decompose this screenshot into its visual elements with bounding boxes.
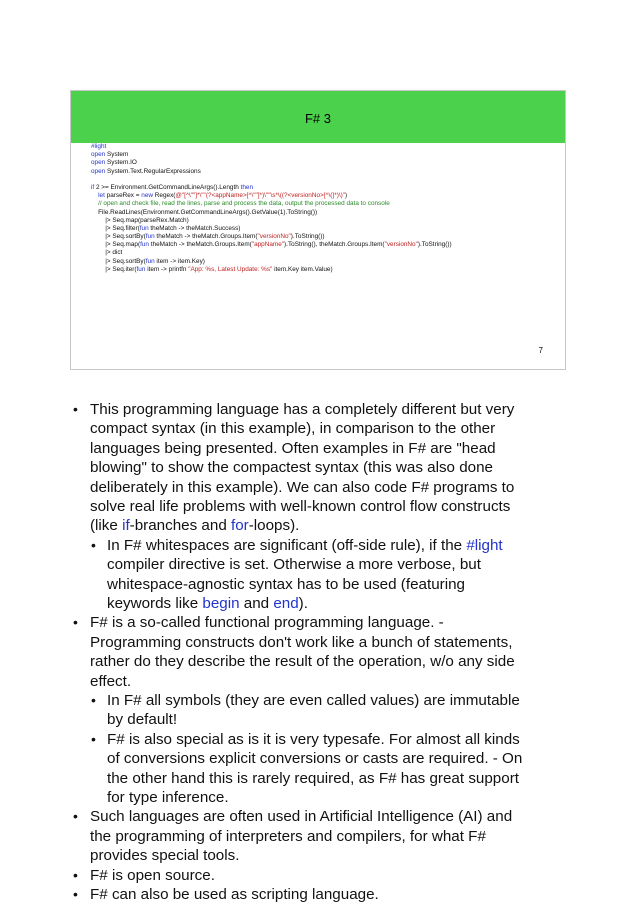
code-token: open bbox=[91, 159, 106, 167]
code-token: "versionNo" bbox=[384, 241, 418, 249]
code-token: open bbox=[91, 167, 106, 175]
notes-line bbox=[107, 536, 503, 555]
notes-line bbox=[90, 613, 444, 632]
bullet-icon: • bbox=[91, 536, 96, 553]
notes-text: ). bbox=[298, 595, 308, 612]
code-token: if bbox=[91, 183, 95, 191]
code-token: "App: %s, Latest Update: %s" bbox=[188, 265, 273, 273]
notes-line bbox=[90, 419, 495, 438]
code-token: ).ToString()) bbox=[417, 241, 452, 249]
code-token: "appName" bbox=[251, 241, 285, 249]
slide-title: F# 3 bbox=[304, 111, 331, 126]
code-token: theMatch -> theMatch.Success) bbox=[148, 224, 241, 232]
notes-text: whitespace-agnostic syntax has to be used (featuring bbox=[107, 575, 465, 593]
notes-line bbox=[90, 478, 514, 497]
notes-line bbox=[90, 866, 215, 885]
notes-text: effect. bbox=[90, 672, 132, 690]
keyword-text: for bbox=[231, 517, 249, 535]
notes-line bbox=[107, 575, 465, 594]
code-token: |> Seq.sortBy( bbox=[91, 233, 146, 241]
code-token: |> Seq.sortBy( bbox=[91, 257, 146, 265]
code-token: System bbox=[105, 151, 129, 159]
code-token: theMatch -> theMatch.Groups.Item( bbox=[148, 241, 252, 249]
notes-line bbox=[90, 633, 512, 652]
notes-text: Such languages are often used in Artificial Intelligence (AI) and bbox=[90, 808, 513, 826]
notes-text: In F# all symbols (they are even called values) are immutable bbox=[107, 692, 520, 709]
notes-line bbox=[107, 710, 177, 729]
notes-text: provides special tools. bbox=[90, 847, 240, 865]
notes-text: F# is a so-called functional programming language. - bbox=[90, 614, 444, 632]
code-token: theMatch -> theMatch.Groups.Item( bbox=[154, 233, 258, 241]
notes-line bbox=[107, 730, 520, 749]
notes-text: This programming language has a completely different but very bbox=[90, 401, 515, 418]
notes-text: blowing" to show the compactest syntax (this was also done bbox=[90, 459, 494, 477]
notes-text: (like bbox=[90, 517, 123, 535]
code-token: "versionNo" bbox=[257, 233, 291, 241]
code-token: item -> item.Key) bbox=[154, 257, 205, 265]
notes-text: keywords like bbox=[107, 595, 203, 612]
code-token: then bbox=[240, 183, 254, 191]
notes-text: and bbox=[239, 595, 274, 612]
notes-text: the programming of interpreters and compilers, for what F# bbox=[90, 827, 486, 845]
bullet-icon: • bbox=[73, 401, 78, 417]
notes-line bbox=[90, 846, 239, 865]
code-token: System.IO bbox=[105, 159, 137, 167]
notes-line bbox=[107, 691, 520, 710]
slide-number: 7 bbox=[538, 346, 543, 355]
notes-text: solve real life problems with well-known control flow constructs bbox=[90, 498, 511, 515]
notes-line bbox=[107, 769, 519, 788]
code-token: item -> printfn bbox=[145, 265, 189, 273]
bullet-icon: • bbox=[91, 692, 96, 708]
code-token: parseRex = bbox=[104, 192, 142, 200]
notes-text: -branches and bbox=[129, 517, 231, 535]
notes-line bbox=[90, 885, 379, 904]
notes-text: F# can also be used as scripting language. bbox=[90, 886, 379, 903]
bullet-icon: • bbox=[73, 866, 78, 883]
bullet-icon: • bbox=[73, 886, 78, 902]
code-token: |> Seq.map(parseRex.Match) bbox=[91, 216, 189, 224]
code-token: fun bbox=[139, 224, 149, 232]
code-token: let bbox=[98, 192, 105, 200]
code-token: fun bbox=[140, 241, 149, 249]
notes-text: languages being presented. Often examples in F# are "head bbox=[90, 439, 496, 457]
keyword-text: begin bbox=[202, 595, 240, 612]
keyword-text: #light bbox=[466, 536, 503, 554]
code-token: // open and check file, read the lines, parse and process the data, output the processed data to console bbox=[98, 200, 390, 208]
code-token: item.Key item.Value) bbox=[272, 265, 333, 273]
bullet-icon: • bbox=[73, 614, 78, 631]
notes-text: F# is open source. bbox=[90, 866, 215, 884]
notes-line bbox=[90, 400, 514, 419]
notes-text: -loops). bbox=[248, 517, 300, 535]
notes-text: for type inference. bbox=[107, 789, 229, 806]
code-token: @"[^\""]*\""(?<appName>[^\""]*)\""\s*\((?<versionNo>[^\(]*)\)" bbox=[175, 192, 345, 200]
code-token: ).ToString()) bbox=[290, 233, 325, 241]
code-token: 2 >= Environment.GetCommandLineArgs().Length bbox=[94, 183, 241, 191]
code-token: fun bbox=[145, 257, 155, 265]
notes-text: Programming constructs don't work like a bunch of statements, bbox=[90, 633, 513, 651]
code-token: System.Text.RegularExpressions bbox=[105, 167, 201, 175]
code-token: ).ToString(), theMatch.Groups.Item( bbox=[284, 241, 385, 249]
notes-line bbox=[90, 807, 512, 826]
bullet-icon: • bbox=[91, 730, 96, 747]
notes-line bbox=[90, 516, 299, 535]
notes-line bbox=[90, 458, 493, 477]
code-token: |> dict bbox=[91, 249, 123, 257]
code-token: |> Seq.map( bbox=[91, 241, 141, 249]
notes-text: deliberately in this example). We can also code F# programs to bbox=[90, 478, 515, 496]
code-token: |> Seq.filter( bbox=[91, 224, 140, 232]
notes-line bbox=[107, 749, 522, 768]
notes-line bbox=[90, 672, 131, 691]
notes-text: compact syntax (in this example), in comparison to the other bbox=[90, 420, 496, 438]
notes-text: In F# whitespaces are significant (off-side rule), if the bbox=[107, 536, 467, 554]
code-token: File.ReadLines(Environment.GetCommandLineArgs().GetValue(1).ToString()) bbox=[91, 208, 318, 216]
notes-line bbox=[107, 594, 308, 613]
code-token: |> Seq.iter( bbox=[91, 265, 137, 273]
notes-line bbox=[90, 652, 515, 671]
code-token: fun bbox=[145, 233, 155, 241]
notes-line bbox=[90, 497, 510, 516]
notes-line bbox=[90, 439, 496, 458]
notes-text: of conversions explicit conversions or casts are required. - On bbox=[107, 750, 523, 768]
notes-text: rather do they describe the result of the operation, w/o any side bbox=[90, 653, 515, 671]
notes-text: by default! bbox=[107, 711, 178, 729]
keyword-text: end bbox=[273, 595, 299, 612]
code-token: ) bbox=[345, 192, 348, 200]
notes-line bbox=[90, 827, 486, 846]
notes-text: the other hand this is rarely required, as F# has great support bbox=[107, 769, 519, 787]
notes-line bbox=[107, 788, 229, 807]
code-token: #light bbox=[91, 143, 107, 150]
code-token: new bbox=[141, 192, 154, 200]
notes-text: F# is also special as is it is very typesafe. For almost all kinds bbox=[107, 730, 520, 748]
code-token: open bbox=[91, 151, 106, 159]
code-token: fun bbox=[136, 265, 146, 273]
keyword-text: if bbox=[122, 517, 130, 535]
code-token: Regex( bbox=[153, 192, 176, 200]
notes-text: compiler directive is set. Otherwise a more verbose, but bbox=[107, 556, 481, 574]
notes-line bbox=[107, 555, 481, 574]
bullet-icon: • bbox=[73, 808, 78, 825]
